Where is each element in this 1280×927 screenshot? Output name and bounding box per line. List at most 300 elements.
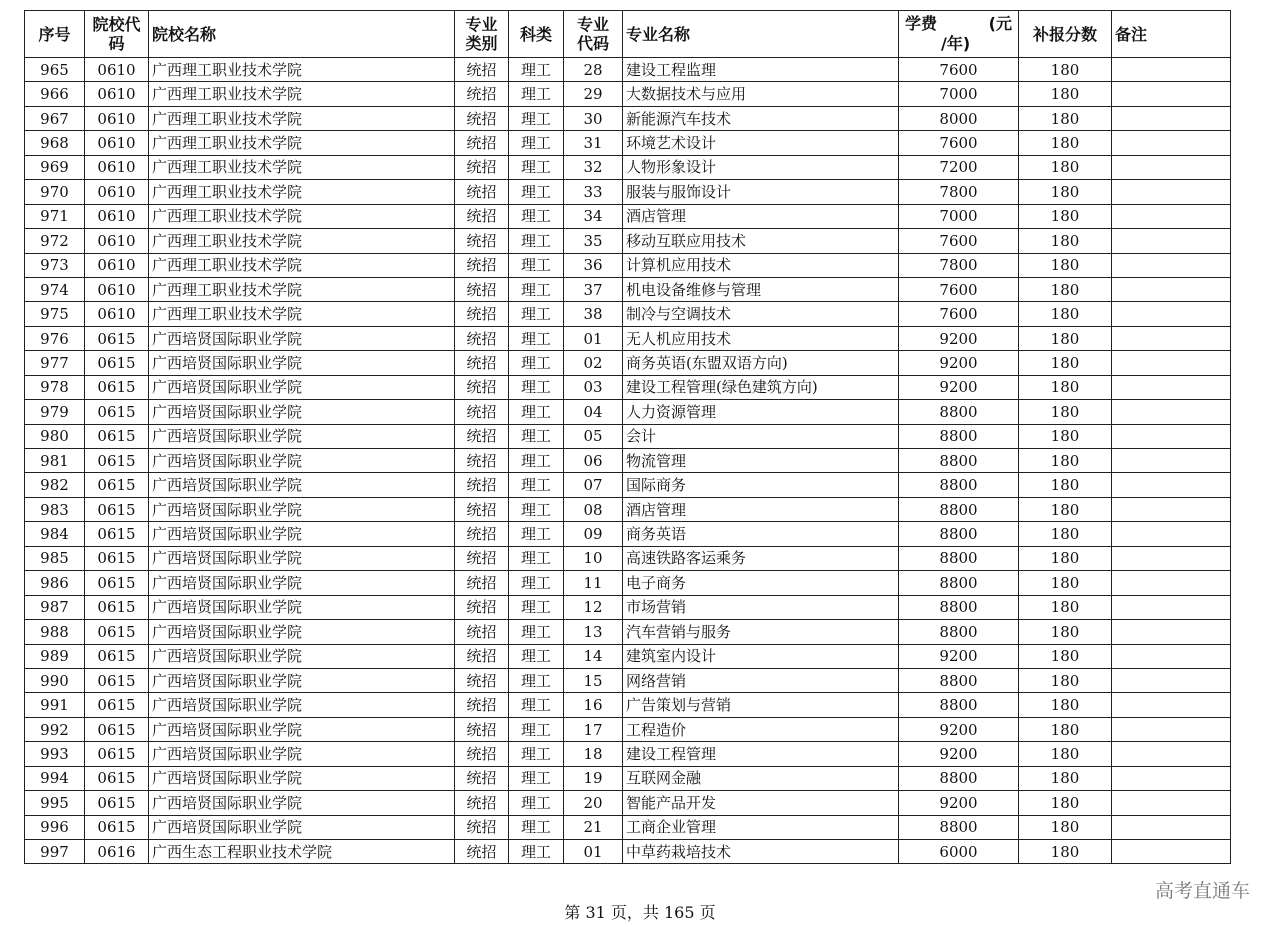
- table-row: [25, 522, 1231, 546]
- table-row: [25, 473, 1231, 497]
- cell-major-code: 02: [564, 351, 623, 375]
- cell-seq: 997: [25, 840, 85, 864]
- cell-fee: 8800: [899, 473, 1019, 497]
- cell-major-code: 38: [564, 302, 623, 326]
- cell-seq: 994: [25, 766, 85, 790]
- cell-major-name: 计算机应用技术: [623, 253, 899, 277]
- cell-major-type: 统招: [455, 400, 509, 424]
- cell-score: 180: [1019, 180, 1112, 204]
- cell-school-name: 广西理工职业技术学院: [149, 131, 455, 155]
- cell-major-type: 统招: [455, 497, 509, 521]
- cell-major-name: 互联网金融: [623, 766, 899, 790]
- cell-school-name: 广西培贤国际职业学院: [149, 375, 455, 399]
- table-row: [25, 717, 1231, 741]
- cell-major-code: 30: [564, 106, 623, 130]
- cell-major-name: 广告策划与营销: [623, 693, 899, 717]
- table-row: [25, 766, 1231, 790]
- cell-seq: 988: [25, 620, 85, 644]
- cell-category: 理工: [509, 497, 564, 521]
- cell-major-code: 37: [564, 277, 623, 301]
- cell-note: [1112, 840, 1231, 864]
- cell-note: [1112, 277, 1231, 301]
- header-major-code-line1: 专业: [576, 15, 609, 34]
- cell-seq: 981: [25, 449, 85, 473]
- cell-major-type: 统招: [455, 131, 509, 155]
- header-row: [25, 11, 1231, 58]
- cell-score: 180: [1019, 131, 1112, 155]
- cell-score: 180: [1019, 668, 1112, 692]
- cell-seq: 987: [25, 595, 85, 619]
- cell-seq: 976: [25, 326, 85, 350]
- cell-note: [1112, 58, 1231, 82]
- cell-score: 180: [1019, 449, 1112, 473]
- cell-major-code: 34: [564, 204, 623, 228]
- cell-major-code: 13: [564, 620, 623, 644]
- cell-fee: 8800: [899, 668, 1019, 692]
- cell-category: 理工: [509, 815, 564, 839]
- cell-school-name: 广西培贤国际职业学院: [149, 693, 455, 717]
- cell-major-code: 33: [564, 180, 623, 204]
- cell-major-code: 15: [564, 668, 623, 692]
- cell-school-name: 广西理工职业技术学院: [149, 58, 455, 82]
- header-seq: 序号: [25, 11, 85, 58]
- cell-score: 180: [1019, 791, 1112, 815]
- cell-major-type: 统招: [455, 253, 509, 277]
- cell-category: 理工: [509, 840, 564, 864]
- cell-note: [1112, 180, 1231, 204]
- cell-school-name: 广西培贤国际职业学院: [149, 546, 455, 570]
- cell-score: 180: [1019, 82, 1112, 106]
- cell-major-type: 统招: [455, 473, 509, 497]
- cell-major-code: 07: [564, 473, 623, 497]
- cell-major-name: 人力资源管理: [623, 400, 899, 424]
- cell-major-code: 01: [564, 326, 623, 350]
- cell-major-name: 建筑室内设计: [623, 644, 899, 668]
- cell-major-name: 物流管理: [623, 449, 899, 473]
- cell-note: [1112, 620, 1231, 644]
- cell-category: 理工: [509, 766, 564, 790]
- cell-score: 180: [1019, 546, 1112, 570]
- cell-major-type: 统招: [455, 82, 509, 106]
- cell-major-type: 统招: [455, 424, 509, 448]
- table-body: [25, 58, 1231, 864]
- watermark: 高考直通车: [1154, 880, 1250, 902]
- cell-category: 理工: [509, 473, 564, 497]
- cell-note: [1112, 546, 1231, 570]
- cell-fee: 9200: [899, 791, 1019, 815]
- cell-score: 180: [1019, 229, 1112, 253]
- cell-major-type: 统招: [455, 375, 509, 399]
- cell-school-code: 0615: [85, 497, 149, 521]
- cell-school-name: 广西理工职业技术学院: [149, 253, 455, 277]
- cell-school-name: 广西培贤国际职业学院: [149, 644, 455, 668]
- cell-major-type: 统招: [455, 840, 509, 864]
- table-row: [25, 497, 1231, 521]
- cell-school-name: 广西理工职业技术学院: [149, 155, 455, 179]
- cell-major-type: 统招: [455, 155, 509, 179]
- table-row: [25, 840, 1231, 864]
- header-school-code-line1: 院校代: [92, 15, 141, 34]
- cell-major-type: 统招: [455, 546, 509, 570]
- cell-fee: 7600: [899, 277, 1019, 301]
- header-fee-label: 学费: [905, 14, 938, 33]
- table-row: [25, 595, 1231, 619]
- cell-category: 理工: [509, 302, 564, 326]
- cell-school-code: 0615: [85, 620, 149, 644]
- cell-category: 理工: [509, 449, 564, 473]
- cell-note: [1112, 644, 1231, 668]
- cell-school-code: 0615: [85, 571, 149, 595]
- cell-seq: 973: [25, 253, 85, 277]
- table-row: [25, 791, 1231, 815]
- cell-major-code: 31: [564, 131, 623, 155]
- cell-seq: 975: [25, 302, 85, 326]
- table-row: [25, 131, 1231, 155]
- cell-seq: 970: [25, 180, 85, 204]
- cell-school-name: 广西培贤国际职业学院: [149, 473, 455, 497]
- cell-major-type: 统招: [455, 571, 509, 595]
- cell-school-name: 广西培贤国际职业学院: [149, 717, 455, 741]
- cell-school-code: 0615: [85, 693, 149, 717]
- cell-category: 理工: [509, 546, 564, 570]
- cell-school-code: 0615: [85, 351, 149, 375]
- cell-note: [1112, 131, 1231, 155]
- cell-score: 180: [1019, 595, 1112, 619]
- cell-major-name: 服装与服饰设计: [623, 180, 899, 204]
- cell-major-code: 16: [564, 693, 623, 717]
- cell-seq: 972: [25, 229, 85, 253]
- cell-major-name: 酒店管理: [623, 497, 899, 521]
- cell-seq: 965: [25, 58, 85, 82]
- cell-school-name: 广西培贤国际职业学院: [149, 424, 455, 448]
- cell-school-code: 0610: [85, 82, 149, 106]
- cell-note: [1112, 522, 1231, 546]
- cell-category: 理工: [509, 375, 564, 399]
- cell-note: [1112, 473, 1231, 497]
- cell-note: [1112, 717, 1231, 741]
- cell-school-name: 广西培贤国际职业学院: [149, 449, 455, 473]
- cell-note: [1112, 229, 1231, 253]
- cell-major-name: 建设工程监理: [623, 58, 899, 82]
- cell-score: 180: [1019, 693, 1112, 717]
- header-school-code: [85, 11, 149, 58]
- header-major-code-line2: 代码: [576, 34, 609, 53]
- cell-category: 理工: [509, 253, 564, 277]
- cell-score: 180: [1019, 155, 1112, 179]
- cell-seq: 980: [25, 424, 85, 448]
- cell-score: 180: [1019, 351, 1112, 375]
- cell-fee: 9200: [899, 644, 1019, 668]
- cell-major-name: 移动互联应用技术: [623, 229, 899, 253]
- table-row: [25, 253, 1231, 277]
- cell-major-code: 32: [564, 155, 623, 179]
- cell-seq: 985: [25, 546, 85, 570]
- cell-score: 180: [1019, 571, 1112, 595]
- cell-school-code: 0610: [85, 155, 149, 179]
- cell-major-name: 会计: [623, 424, 899, 448]
- cell-note: [1112, 449, 1231, 473]
- cell-score: 180: [1019, 766, 1112, 790]
- cell-school-name: 广西理工职业技术学院: [149, 277, 455, 301]
- cell-major-code: 17: [564, 717, 623, 741]
- cell-seq: 978: [25, 375, 85, 399]
- cell-major-type: 统招: [455, 326, 509, 350]
- cell-major-type: 统招: [455, 791, 509, 815]
- table-row: [25, 571, 1231, 595]
- cell-school-name: 广西培贤国际职业学院: [149, 351, 455, 375]
- cell-category: 理工: [509, 620, 564, 644]
- cell-fee: 8800: [899, 546, 1019, 570]
- cell-fee: 8800: [899, 571, 1019, 595]
- cell-fee: 8800: [899, 693, 1019, 717]
- cell-major-type: 统招: [455, 815, 509, 839]
- cell-category: 理工: [509, 522, 564, 546]
- header-fee: [899, 11, 1019, 58]
- cell-major-code: 20: [564, 791, 623, 815]
- cell-fee: 8800: [899, 522, 1019, 546]
- cell-major-name: 中草药栽培技术: [623, 840, 899, 864]
- cell-fee: 9200: [899, 742, 1019, 766]
- cell-category: 理工: [509, 400, 564, 424]
- cell-seq: 968: [25, 131, 85, 155]
- cell-school-code: 0615: [85, 766, 149, 790]
- cell-score: 180: [1019, 644, 1112, 668]
- table-row: [25, 229, 1231, 253]
- cell-fee: 7600: [899, 131, 1019, 155]
- cell-score: 180: [1019, 326, 1112, 350]
- cell-seq: 979: [25, 400, 85, 424]
- table-row: [25, 424, 1231, 448]
- table-row: [25, 326, 1231, 350]
- cell-school-code: 0610: [85, 106, 149, 130]
- cell-fee: 8000: [899, 106, 1019, 130]
- cell-score: 180: [1019, 840, 1112, 864]
- cell-category: 理工: [509, 424, 564, 448]
- cell-score: 180: [1019, 522, 1112, 546]
- cell-fee: 8800: [899, 400, 1019, 424]
- cell-major-name: 建设工程管理: [623, 742, 899, 766]
- page-footer: 第 31 页，共 165 页: [564, 903, 716, 922]
- table-row: [25, 742, 1231, 766]
- cell-school-code: 0615: [85, 326, 149, 350]
- cell-major-type: 统招: [455, 302, 509, 326]
- cell-school-name: 广西培贤国际职业学院: [149, 620, 455, 644]
- cell-school-name: 广西培贤国际职业学院: [149, 326, 455, 350]
- cell-fee: 8800: [899, 620, 1019, 644]
- cell-major-name: 机电设备维修与管理: [623, 277, 899, 301]
- cell-category: 理工: [509, 791, 564, 815]
- cell-note: [1112, 571, 1231, 595]
- table-row: [25, 546, 1231, 570]
- cell-school-name: 广西培贤国际职业学院: [149, 595, 455, 619]
- cell-score: 180: [1019, 424, 1112, 448]
- cell-major-name: 汽车营销与服务: [623, 620, 899, 644]
- cell-note: [1112, 106, 1231, 130]
- cell-major-type: 统招: [455, 204, 509, 228]
- cell-major-name: 环境艺术设计: [623, 131, 899, 155]
- cell-note: [1112, 815, 1231, 839]
- cell-major-name: 制冷与空调技术: [623, 302, 899, 326]
- cell-seq: 969: [25, 155, 85, 179]
- cell-seq: 992: [25, 717, 85, 741]
- cell-major-name: 大数据技术与应用: [623, 82, 899, 106]
- table-row: [25, 106, 1231, 130]
- cell-school-code: 0615: [85, 546, 149, 570]
- cell-note: [1112, 766, 1231, 790]
- cell-school-code: 0615: [85, 449, 149, 473]
- cell-fee: 9200: [899, 375, 1019, 399]
- cell-school-name: 广西培贤国际职业学院: [149, 668, 455, 692]
- table-row: [25, 400, 1231, 424]
- cell-school-code: 0610: [85, 204, 149, 228]
- cell-fee: 8800: [899, 424, 1019, 448]
- cell-note: [1112, 595, 1231, 619]
- cell-note: [1112, 742, 1231, 766]
- cell-major-name: 人物形象设计: [623, 155, 899, 179]
- cell-fee: 7600: [899, 58, 1019, 82]
- cell-fee: 9200: [899, 326, 1019, 350]
- cell-major-code: 03: [564, 375, 623, 399]
- cell-school-code: 0610: [85, 58, 149, 82]
- cell-school-name: 广西理工职业技术学院: [149, 106, 455, 130]
- cell-major-code: 06: [564, 449, 623, 473]
- table-row: [25, 180, 1231, 204]
- cell-seq: 989: [25, 644, 85, 668]
- cell-score: 180: [1019, 815, 1112, 839]
- cell-major-code: 18: [564, 742, 623, 766]
- table-row: [25, 449, 1231, 473]
- table-row: [25, 620, 1231, 644]
- cell-category: 理工: [509, 595, 564, 619]
- cell-major-type: 统招: [455, 668, 509, 692]
- cell-major-code: 28: [564, 58, 623, 82]
- table-row: [25, 58, 1231, 82]
- cell-major-type: 统招: [455, 717, 509, 741]
- cell-major-name: 建设工程管理(绿色建筑方向): [623, 375, 899, 399]
- header-note: 备注: [1112, 11, 1231, 58]
- cell-school-name: 广西理工职业技术学院: [149, 204, 455, 228]
- cell-category: 理工: [509, 717, 564, 741]
- cell-major-type: 统招: [455, 351, 509, 375]
- cell-major-name: 网络营销: [623, 668, 899, 692]
- cell-major-name: 新能源汽车技术: [623, 106, 899, 130]
- cell-major-type: 统招: [455, 766, 509, 790]
- table-row: [25, 351, 1231, 375]
- cell-seq: 991: [25, 693, 85, 717]
- cell-fee: 7800: [899, 180, 1019, 204]
- header-major-code: [564, 11, 623, 58]
- cell-major-code: 19: [564, 766, 623, 790]
- cell-major-type: 统招: [455, 277, 509, 301]
- cell-school-code: 0610: [85, 253, 149, 277]
- cell-school-name: 广西培贤国际职业学院: [149, 791, 455, 815]
- cell-major-type: 统招: [455, 693, 509, 717]
- admissions-table: [24, 10, 1231, 864]
- header-major-type: [455, 11, 509, 58]
- cell-seq: 986: [25, 571, 85, 595]
- cell-major-name: 酒店管理: [623, 204, 899, 228]
- cell-school-code: 0615: [85, 742, 149, 766]
- cell-major-type: 统招: [455, 595, 509, 619]
- cell-school-code: 0610: [85, 180, 149, 204]
- cell-major-name: 智能产品开发: [623, 791, 899, 815]
- cell-category: 理工: [509, 571, 564, 595]
- cell-major-code: 29: [564, 82, 623, 106]
- cell-note: [1112, 351, 1231, 375]
- cell-score: 180: [1019, 473, 1112, 497]
- cell-school-code: 0615: [85, 644, 149, 668]
- cell-seq: 977: [25, 351, 85, 375]
- cell-fee: 8800: [899, 595, 1019, 619]
- cell-major-name: 电子商务: [623, 571, 899, 595]
- cell-score: 180: [1019, 277, 1112, 301]
- cell-major-type: 统招: [455, 742, 509, 766]
- table-row: [25, 277, 1231, 301]
- cell-major-name: 工商企业管理: [623, 815, 899, 839]
- cell-school-code: 0610: [85, 302, 149, 326]
- cell-category: 理工: [509, 155, 564, 179]
- cell-school-name: 广西培贤国际职业学院: [149, 571, 455, 595]
- cell-category: 理工: [509, 277, 564, 301]
- cell-major-code: 14: [564, 644, 623, 668]
- cell-major-type: 统招: [455, 58, 509, 82]
- cell-major-type: 统招: [455, 106, 509, 130]
- cell-fee: 9200: [899, 717, 1019, 741]
- cell-school-name: 广西培贤国际职业学院: [149, 497, 455, 521]
- cell-fee: 8800: [899, 815, 1019, 839]
- cell-score: 180: [1019, 58, 1112, 82]
- table-row: [25, 204, 1231, 228]
- cell-note: [1112, 424, 1231, 448]
- cell-major-type: 统招: [455, 522, 509, 546]
- table-row: [25, 693, 1231, 717]
- header-fee-unit-line2: /年): [941, 34, 971, 53]
- cell-school-code: 0615: [85, 400, 149, 424]
- cell-note: [1112, 400, 1231, 424]
- cell-school-name: 广西理工职业技术学院: [149, 302, 455, 326]
- cell-note: [1112, 155, 1231, 179]
- table-row: [25, 644, 1231, 668]
- table-row: [25, 375, 1231, 399]
- header-school-code-line2: 码: [108, 34, 125, 53]
- cell-school-name: 广西培贤国际职业学院: [149, 815, 455, 839]
- cell-fee: 7000: [899, 82, 1019, 106]
- cell-note: [1112, 302, 1231, 326]
- cell-note: [1112, 791, 1231, 815]
- cell-note: [1112, 693, 1231, 717]
- header-major-type-line1: 专业: [465, 15, 498, 34]
- cell-school-name: 广西生态工程职业技术学院: [149, 840, 455, 864]
- header-major-type-line2: 类别: [465, 34, 498, 53]
- header-category: 科类: [509, 11, 564, 58]
- cell-score: 180: [1019, 253, 1112, 277]
- cell-seq: 982: [25, 473, 85, 497]
- cell-score: 180: [1019, 497, 1112, 521]
- header-fee-unit-line1: (元: [988, 14, 1012, 33]
- cell-major-code: 05: [564, 424, 623, 448]
- cell-major-name: 无人机应用技术: [623, 326, 899, 350]
- cell-seq: 983: [25, 497, 85, 521]
- cell-seq: 984: [25, 522, 85, 546]
- table-row: [25, 155, 1231, 179]
- cell-category: 理工: [509, 326, 564, 350]
- header-school-name: 院校名称: [149, 11, 455, 58]
- cell-score: 180: [1019, 742, 1112, 766]
- cell-school-code: 0615: [85, 375, 149, 399]
- cell-category: 理工: [509, 644, 564, 668]
- cell-category: 理工: [509, 351, 564, 375]
- table-row: [25, 668, 1231, 692]
